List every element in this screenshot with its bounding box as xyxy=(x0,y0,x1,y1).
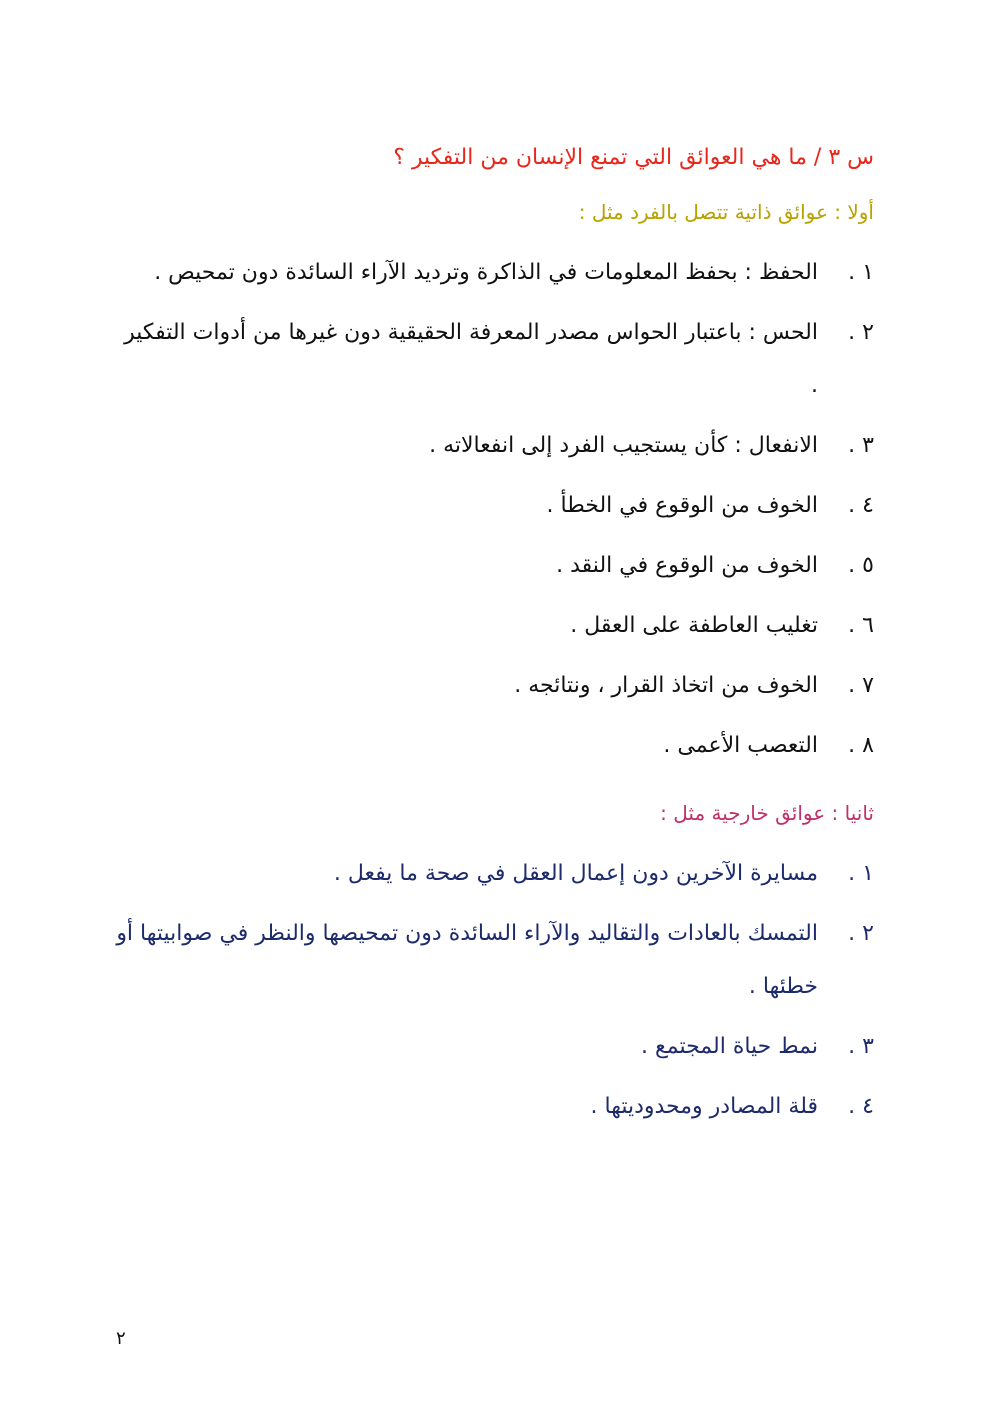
item-text: الخوف من الوقوع في النقد . xyxy=(556,553,818,578)
list-item xyxy=(114,306,874,412)
item-text: مسايرة الآخرين دون إعمال العقل في صحة ما يفعل . xyxy=(333,861,818,886)
item-number: ٣ . xyxy=(848,433,874,458)
item-number: ٥ . xyxy=(848,553,874,578)
list-item xyxy=(114,847,874,900)
page-number: ٢ xyxy=(116,1328,126,1349)
list-item xyxy=(114,246,874,299)
list-item xyxy=(114,719,874,772)
internal-obstacles-heading: أولا : عوائق ذاتية تتصل بالفرد مثل : xyxy=(578,200,874,224)
list-item xyxy=(114,539,874,592)
item-text: الحفظ : بحفظ المعلومات في الذاكرة وترديد الآراء السائدة دون تمحيص . xyxy=(154,260,818,285)
item-text: الخوف من الوقوع في الخطأ . xyxy=(546,493,818,518)
item-number: ٧ . xyxy=(848,673,874,698)
list-item xyxy=(114,659,874,712)
item-number: ١ . xyxy=(848,861,874,886)
question-title: س ٣ / ما هي العوائق التي تمنع الإنسان من التفكير ؟ xyxy=(393,145,874,170)
external-obstacles-list xyxy=(114,847,874,1140)
item-text: التعصب الأعمى . xyxy=(663,733,818,758)
item-text: التمسك بالعادات والتقاليد والآراء السائدة دون تمحيصها والنظر في صوابيتها أو خطئها . xyxy=(116,921,818,999)
item-number: ١ . xyxy=(848,260,874,285)
list-item xyxy=(114,1020,874,1073)
item-text: الانفعال : كأن يستجيب الفرد إلى انفعالاته . xyxy=(429,433,818,458)
item-number: ٢ . xyxy=(848,320,874,345)
item-text: قلة المصادر ومحدوديتها . xyxy=(590,1094,818,1119)
item-number: ٤ . xyxy=(848,1094,874,1119)
item-number: ٤ . xyxy=(848,493,874,518)
list-item xyxy=(114,599,874,652)
item-text: نمط حياة المجتمع . xyxy=(641,1034,818,1059)
item-number: ٣ . xyxy=(848,1034,874,1059)
item-number: ٢ . xyxy=(848,921,874,946)
external-obstacles-heading: ثانيا : عوائق خارجية مثل : xyxy=(660,801,874,825)
list-item xyxy=(114,419,874,472)
item-number: ٨ . xyxy=(848,733,874,758)
list-item xyxy=(114,1080,874,1133)
item-text: تغليب العاطفة على العقل . xyxy=(570,613,818,638)
internal-obstacles-list xyxy=(114,246,874,779)
list-item xyxy=(114,907,874,1013)
item-text: الخوف من اتخاذ القرار ، ونتائجه . xyxy=(514,673,818,698)
item-text: الحس : باعتبار الحواس مصدر المعرفة الحقيقية دون غيرها من أدوات التفكير . xyxy=(124,320,818,398)
item-number: ٦ . xyxy=(848,613,874,638)
list-item xyxy=(114,479,874,532)
